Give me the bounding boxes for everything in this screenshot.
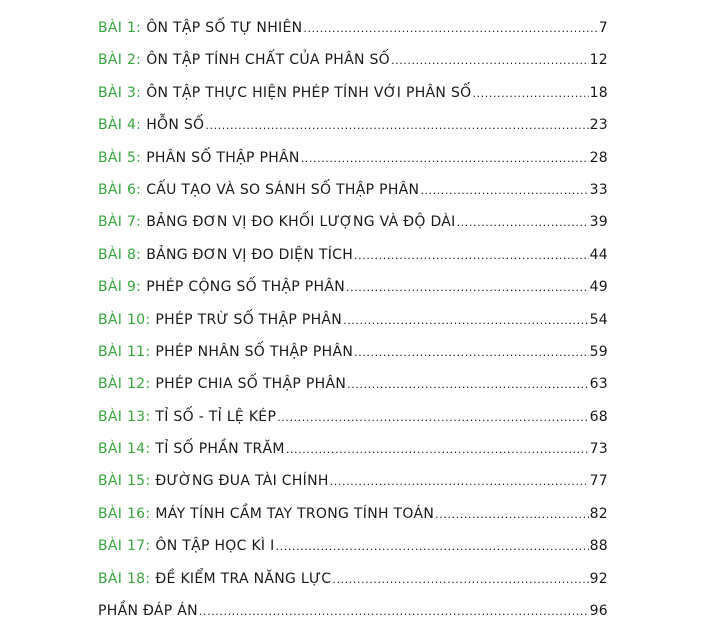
toc-entry[interactable]: [98, 368, 608, 400]
dot-leader: [199, 596, 589, 628]
toc-entry[interactable]: [98, 174, 608, 206]
lesson-title: PHÂN SỐ THẬP PHÂN: [146, 149, 300, 166]
lesson-title: BẢNG ĐƠN VỊ ĐO KHỐI LƯỢNG VÀ ĐỘ DÀI: [146, 214, 456, 231]
lesson-title: MÁY TÍNH CẦM TAY TRONG TÍNH TOÁN: [155, 505, 435, 522]
page-number: 18: [589, 84, 608, 101]
lesson-title: ĐƯỜNG ĐUA TÀI CHÍNH: [155, 473, 329, 490]
lesson-title: BẢNG ĐƠN VỊ ĐO DIỆN TÍCH: [146, 246, 354, 263]
lesson-title: ÔN TẬP SỐ TỰ NHIÊN: [146, 20, 303, 36]
lesson-title: CẤU TẠO VÀ SO SÁNH SỐ THẬP PHÂN: [146, 181, 420, 198]
dot-leader: [286, 434, 589, 466]
toc-entry[interactable]: [98, 498, 608, 530]
dot-leader: [435, 499, 588, 531]
lesson-number: BÀI 10:: [98, 311, 151, 328]
lesson-number: BÀI 11:: [98, 343, 151, 360]
page-number: 7: [598, 20, 608, 36]
page-number: 23: [589, 117, 608, 134]
page-number: 54: [589, 311, 608, 328]
page-number: 77: [589, 473, 608, 490]
dot-leader: [332, 564, 588, 596]
lesson-number: BÀI 6:: [98, 181, 142, 198]
page-number: 49: [589, 279, 608, 296]
lesson-title: PHÉP NHÂN SỐ THẬP PHÂN: [155, 343, 354, 360]
page-number: 44: [589, 246, 608, 263]
lesson-number: BÀI 5:: [98, 149, 142, 166]
page-number: 68: [589, 408, 608, 425]
dot-leader: [346, 272, 589, 304]
dot-leader: [472, 78, 588, 110]
toc-entry-answers[interactable]: [98, 595, 608, 627]
dot-leader: [343, 305, 588, 337]
toc-entry[interactable]: [98, 304, 608, 336]
dot-leader: [420, 175, 588, 207]
dot-leader: [330, 466, 589, 498]
lesson-title: ĐỀ KIỂM TRA NĂNG LỰC: [155, 570, 332, 587]
lesson-number: BÀI 3:: [98, 84, 142, 101]
toc-entry[interactable]: [98, 401, 608, 433]
page-number: 73: [589, 441, 608, 458]
lesson-number: BÀI 1:: [98, 20, 142, 36]
lesson-title: PHÉP CỘNG SỐ THẬP PHÂN: [146, 279, 345, 296]
lesson-number: BÀI 16:: [98, 505, 151, 522]
page-number: 82: [589, 505, 608, 522]
dot-leader: [276, 531, 589, 563]
toc-entry[interactable]: [98, 44, 608, 76]
page-number: 88: [589, 538, 608, 555]
lesson-number: BÀI 15:: [98, 473, 151, 490]
page-number: 12: [589, 52, 608, 69]
toc-entry[interactable]: [98, 206, 608, 238]
dot-leader: [354, 240, 589, 272]
lesson-number: BÀI 12:: [98, 376, 151, 393]
page-number: 33: [589, 181, 608, 198]
lesson-title: PHÉP TRỪ SỐ THẬP PHÂN: [155, 311, 343, 328]
lesson-number: BÀI 2:: [98, 52, 142, 69]
dot-leader: [301, 143, 589, 175]
lesson-title: PHÉP CHIA SỐ THẬP PHÂN: [155, 376, 347, 393]
dot-leader: [391, 45, 589, 77]
page-number: 28: [589, 149, 608, 166]
lesson-title: ÔN TẬP THỰC HIỆN PHÉP TÍNH VỚI PHÂN SỐ: [146, 84, 472, 101]
toc-entry[interactable]: [98, 563, 608, 595]
lesson-title: TỈ SỐ - TỈ LỆ KÉP: [155, 408, 277, 425]
toc-entry[interactable]: [98, 433, 608, 465]
toc-entry[interactable]: [98, 336, 608, 368]
dot-leader: [303, 13, 597, 45]
lesson-number: BÀI 18:: [98, 570, 151, 587]
lesson-number: BÀI 4:: [98, 117, 142, 134]
toc-entry[interactable]: [98, 12, 608, 44]
toc-entry[interactable]: [98, 109, 608, 141]
lesson-number: BÀI 8:: [98, 246, 142, 263]
toc-entry[interactable]: [98, 271, 608, 303]
dot-leader: [457, 207, 589, 239]
toc-entry[interactable]: [98, 77, 608, 109]
lesson-number: BÀI 7:: [98, 214, 142, 231]
page-number: 63: [589, 376, 608, 393]
lesson-title: HỖN SỐ: [146, 117, 205, 134]
lesson-title: ÔN TẬP TÍNH CHẤT CỦA PHÂN SỐ: [146, 52, 390, 69]
toc-entry[interactable]: [98, 465, 608, 497]
page-number: 59: [589, 343, 608, 360]
lesson-number: BÀI 9:: [98, 279, 142, 296]
page-number: 39: [589, 214, 608, 231]
toc-entry[interactable]: [98, 239, 608, 271]
lesson-number: BÀI 14:: [98, 441, 151, 458]
lesson-number: BÀI 13:: [98, 408, 151, 425]
lesson-title: ÔN TẬP HỌC KÌ I: [155, 538, 275, 555]
lesson-title: PHẦN ĐÁP ÁN: [98, 603, 198, 620]
dot-leader: [347, 369, 588, 401]
dot-leader: [277, 402, 588, 434]
page-number: 92: [589, 570, 608, 587]
table-of-contents: [98, 12, 608, 627]
page-number: 96: [589, 603, 608, 620]
lesson-number: BÀI 17:: [98, 538, 151, 555]
toc-entry[interactable]: [98, 142, 608, 174]
toc-entry[interactable]: [98, 530, 608, 562]
lesson-title: TỈ SỐ PHẦN TRĂM: [155, 441, 285, 458]
dot-leader: [354, 337, 588, 369]
dot-leader: [205, 110, 588, 142]
